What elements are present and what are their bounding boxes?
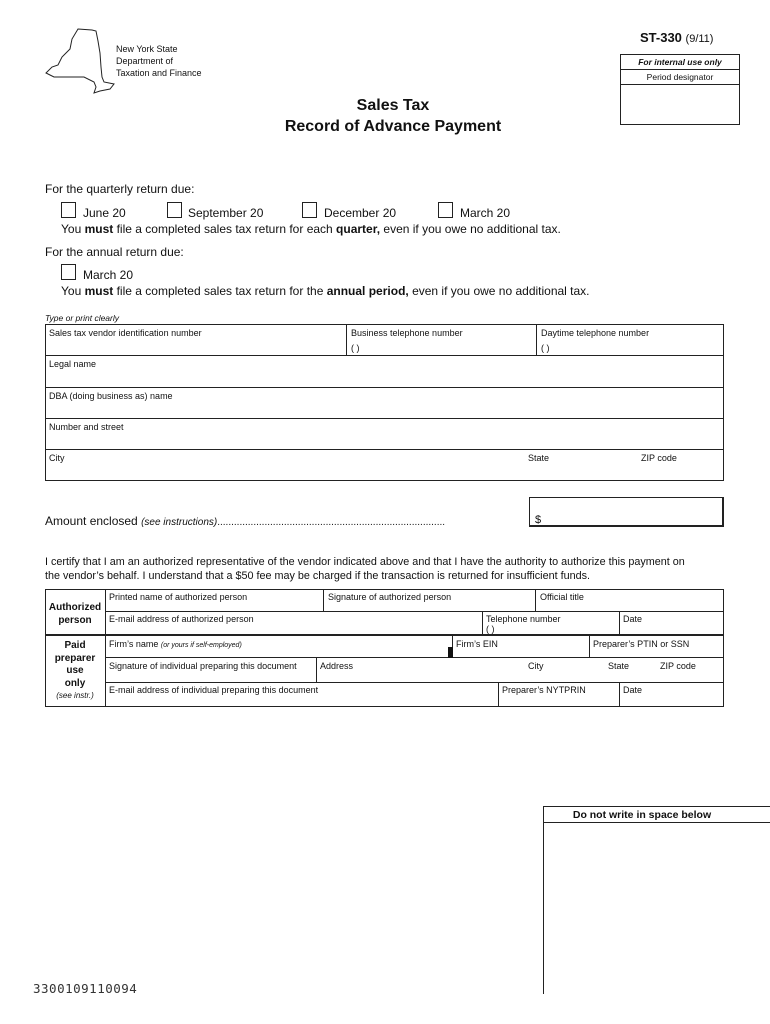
nytprin-field[interactable] (500, 695, 617, 706)
auth-telephone-label: Telephone number (486, 614, 561, 624)
preparer-state-label: State (608, 661, 630, 671)
annual-note: You must file a completed sales tax return for the annual period, even if you owe no additional tax. (61, 284, 590, 298)
new-york-state-map-icon (44, 27, 116, 97)
business-phone-label: Business telephone number (351, 328, 463, 338)
preparer-date-field[interactable] (621, 695, 722, 706)
firm-name-label: Firm’s name (or yours if self-employed) (109, 639, 242, 649)
auth-date-label: Date (623, 614, 643, 624)
barcode-number: 3300109110094 (33, 981, 138, 996)
ptin-field[interactable] (591, 648, 722, 656)
march-annual-label: March 20 (83, 268, 134, 282)
auth-signature-label: Signature of authorized person (328, 592, 452, 602)
period-designator-label: Period designator (646, 72, 714, 82)
auth-email-label: E-mail address of authorized person (109, 614, 254, 624)
form-date: (9/11) (685, 33, 714, 45)
form-number (640, 30, 713, 45)
firm-ein-field[interactable] (456, 648, 587, 656)
firm-ein-label: Firm’s EIN (456, 639, 498, 649)
june-label: June 20 (83, 206, 126, 220)
form-number-code: ST-330 (640, 30, 682, 45)
official-title-label: Official title (540, 592, 584, 602)
dept-line1: New York State (116, 44, 178, 54)
internal-use-label: For internal use only (638, 57, 722, 67)
preparer-city-label: City (528, 661, 544, 671)
dollar-sign: $ (535, 514, 542, 526)
authorized-person-label: Authorized person (48, 602, 102, 626)
certify-line2: the vendor’s behalf. I understand that a $50 fee may be charged if the transaction is returned for insufficient funds. (45, 570, 590, 582)
preparer-date-label: Date (623, 685, 643, 695)
city-state-zip-field[interactable] (47, 464, 723, 480)
legal-name-label: Legal name (49, 359, 97, 369)
street-label: Number and street (49, 422, 124, 432)
annual-heading: For the annual return due: (45, 245, 184, 259)
quarterly-heading: For the quarterly return due: (45, 182, 195, 196)
city-label: City (49, 453, 65, 463)
printed-name-field[interactable] (107, 602, 321, 610)
dept-line2: Department of (116, 56, 174, 66)
preparer-signature-field[interactable] (107, 671, 314, 681)
paid-preparer-label: Paid preparer use only (see instr.) (54, 640, 96, 700)
do-not-write-label: Do not write in space below (572, 809, 712, 821)
auth-telephone-field[interactable]: ( ) (486, 624, 495, 634)
december-label: December 20 (324, 206, 397, 220)
september-checkbox[interactable] (167, 202, 182, 218)
june-checkbox[interactable] (61, 202, 76, 218)
march-quarterly-checkbox[interactable] (438, 202, 453, 218)
quarterly-note: You must file a completed sales tax return for each quarter, even if you owe no additional tax. (61, 222, 561, 236)
certify-line1: I certify that I am an authorized representative of the vendor indicated above and that I have the authority to authorize this payment on (45, 556, 685, 568)
official-title-field[interactable] (537, 602, 722, 610)
preparer-zip-label: ZIP code (660, 661, 696, 671)
ptin-label: Preparer’s PTIN or SSN (593, 639, 690, 649)
dba-field[interactable] (47, 402, 723, 417)
vendor-id-label: Sales tax vendor identification number (49, 328, 202, 338)
vendor-id-field[interactable] (47, 339, 344, 354)
amount-enclosed-label: Amount enclosed (see instructions).................................................................................. (45, 514, 446, 528)
dba-label: DBA (doing business as) name (49, 391, 173, 401)
state-label: State (528, 453, 550, 463)
amount-field[interactable] (529, 497, 724, 527)
auth-email-field[interactable] (107, 624, 480, 633)
nytprin-label: Preparer’s NYTPRIN (502, 685, 586, 695)
printed-name-label: Printed name of authorized person (109, 592, 248, 602)
september-label: September 20 (188, 206, 264, 220)
auth-date-field[interactable] (621, 624, 722, 633)
street-field[interactable] (47, 433, 723, 448)
preparer-address-label: Address (320, 661, 354, 671)
auth-signature-field[interactable] (325, 602, 533, 610)
preparer-address-field[interactable] (318, 671, 722, 681)
type-print-note: Type or print clearly (45, 313, 120, 323)
ein-marker (448, 647, 453, 658)
dept-line3: Taxation and Finance (116, 68, 202, 78)
nys-logo (44, 27, 116, 97)
preparer-email-label: E-mail address of individual preparing this document (109, 685, 319, 695)
title-line1: Sales Tax (356, 97, 430, 114)
zip-label: ZIP code (641, 453, 677, 463)
preparer-signature-label: Signature of individual preparing this document (109, 661, 297, 671)
business-phone-field[interactable]: ( ) (351, 343, 360, 353)
daytime-phone-field[interactable]: ( ) (541, 343, 550, 353)
preparer-email-field[interactable] (107, 695, 496, 706)
title-line2: Record of Advance Payment (284, 118, 502, 135)
legal-name-field[interactable] (47, 370, 723, 386)
daytime-phone-label: Daytime telephone number (541, 328, 650, 338)
march-annual-checkbox[interactable] (61, 264, 76, 280)
firm-name-field[interactable] (107, 648, 447, 656)
december-checkbox[interactable] (302, 202, 317, 218)
march-quarterly-label: March 20 (460, 206, 511, 220)
